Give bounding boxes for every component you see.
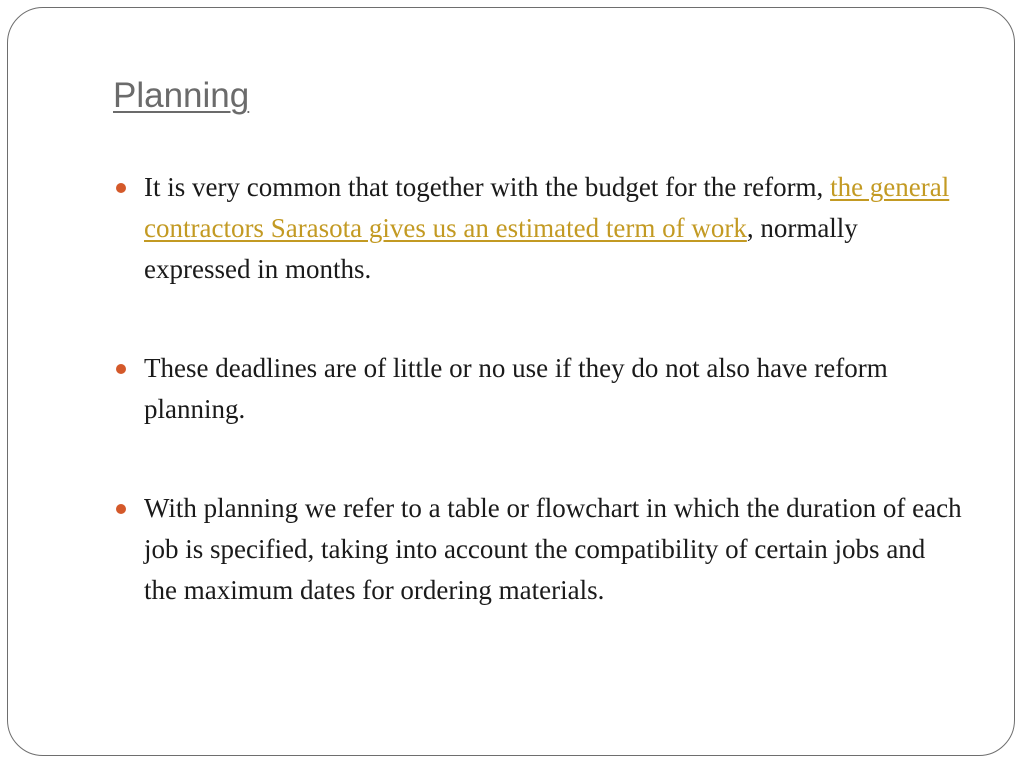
bullet-dot-icon xyxy=(116,504,126,514)
bullet-text-before-link: It is very common that together with the budget for the reform, xyxy=(144,172,831,202)
bullet-dot-icon xyxy=(116,183,126,193)
slide-title: Planning xyxy=(113,76,250,115)
contractors-link[interactable]: the general contractors Sarasota gives us an estimated term of work xyxy=(144,172,950,243)
bullet-text: With planning we refer to a table or flowchart in which the duration of each job is specified, taking into account the compatibility of certain jobs and the maximum dates for ordering materials. xyxy=(144,493,962,605)
bullet-item xyxy=(144,167,964,290)
bullet-item xyxy=(144,348,964,430)
bullet-text: These deadlines are of little or no use if they do not also have reform planning. xyxy=(144,353,888,424)
bullet-text-after-link: , normally expressed in months. xyxy=(144,213,858,284)
bullet-dot-icon xyxy=(116,364,126,374)
bullet-item xyxy=(144,488,964,611)
